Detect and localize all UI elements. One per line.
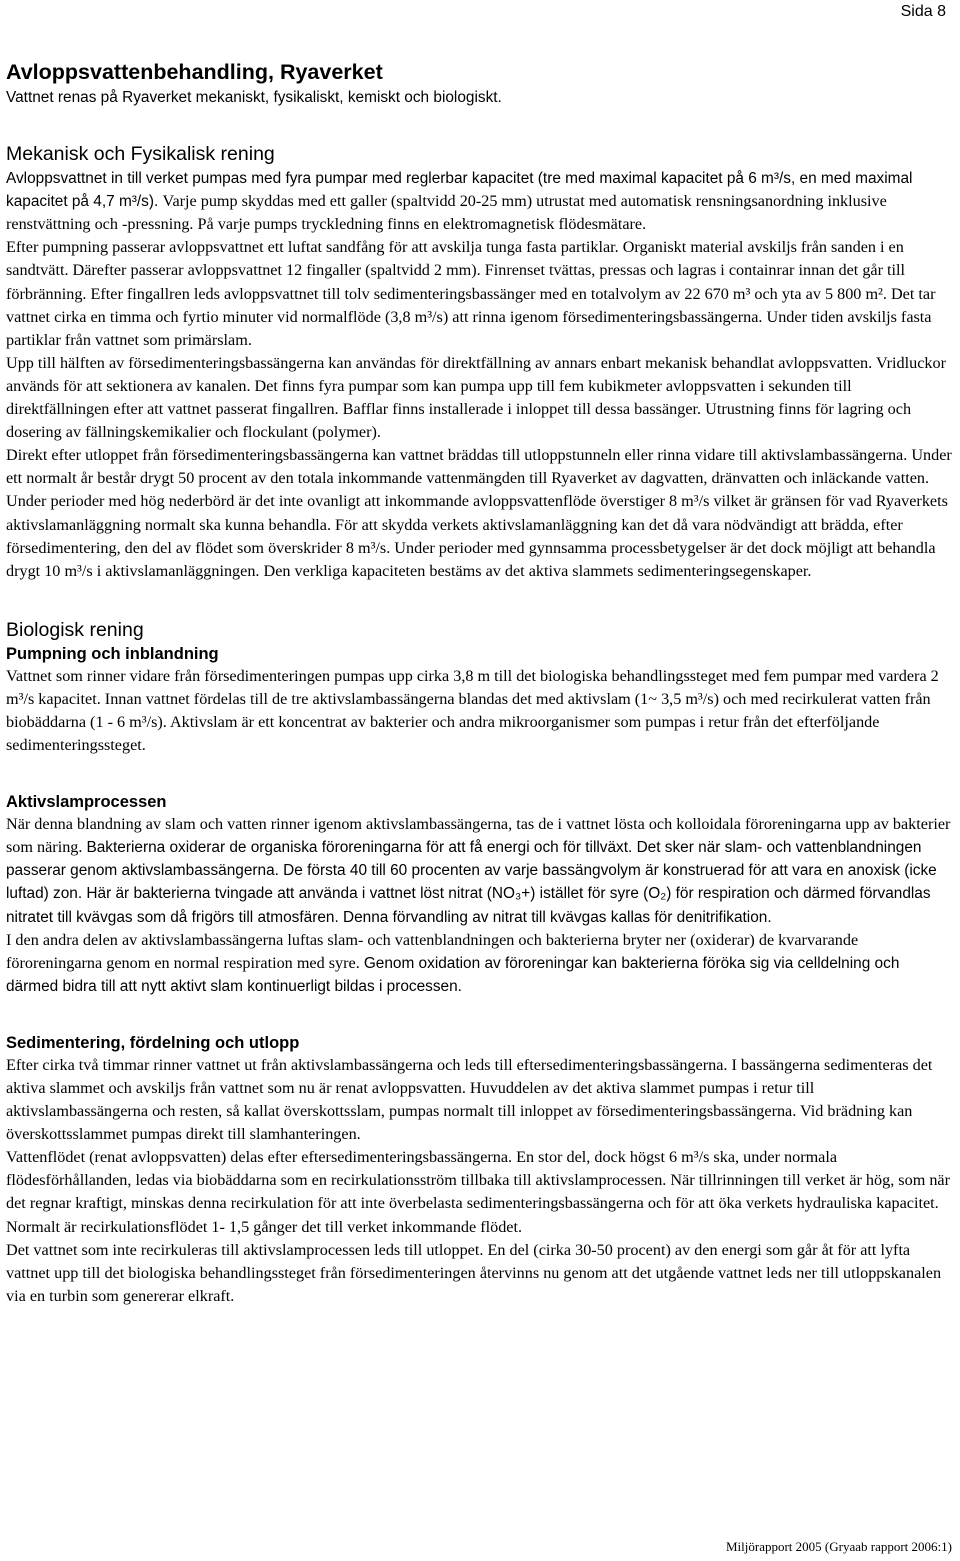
content	[6, 58, 954, 1308]
paragraph	[6, 167, 954, 236]
page-title: Avloppsvattenbehandling, Ryaverket	[6, 60, 383, 84]
section-heading-mekanisk: Mekanisk och Fysikalisk rening	[6, 143, 275, 166]
paragraph: Direkt efter utloppet från försedimenteringsbassängerna kan vattnet bräddas till utloppstunneln eller rinna vidare till aktivslambassängerna. Under ett normalt år består drygt 50 procent av den totala inkommande vattenmängden till Ryaverket av dagvatten, dränvatten och inläckande vatten. Under perioder med hög nederbörd är det inte ovanligt att inkommande avloppsvattenflöde överstiger 8 m³/s vilket är gränsen för vad Ryaverkets aktivslamanläggning normalt ska kunna behandla. För att skydda verkets aktivslamanläggning kan det då vara nödvändigt att brädda, efter försedimentering, den del av flödet som överskrider 8 m³/s. Under perioder med gynnsamma processbetygelser är det dock möjligt att behandla drygt 10 m³/s i aktivslamanläggningen. Den verkliga kapaciteten bestäms av det aktiva slammets sedimenteringsegenskaper.	[6, 446, 952, 580]
subheading-sedimentering: Sedimentering, fördelning och utlopp	[6, 1033, 300, 1052]
paragraph: Efter pumpning passerar avloppsvattnet ett luftat sandfång för att avskilja tunga fasta partiklar. Organiskt material avskiljs från sanden i en sandtvätt. Därefter passerar avloppsvattnet 12 fingaller (spaltvidd 2 mm). Finrenset tvättas, pressas och lagras i containrar innan det går till förbränning. Efter fingallren leds avloppsvattnet till tolv sedimenteringsbassänger med en totalvolym av 22 670 m³ och yta av 5 800 m². Det tar vattnet cirka en timma och fyrtio minuter vid normalflöde (3,8 m³/s) att rinna igenom försedimenteringsbassängerna. Under tiden avskiljs fasta partiklar från vattnet som primärslam.	[6, 238, 936, 349]
paragraph: Upp till hälften av försedimenteringsbassängerna kan användas för direktfällning av annars enbart mekanisk behandlat avloppsvatten. Vridluckor används för att sektionera av kanalen. Det finns fyra pumpar som kan pumpa upp till fem kubikmeter avloppsvatten i sekunden till direktfällningen efter att vattnet passerat fingallren. Bafflar finns installerade i inloppet till dessa bassänger. Utrustning finns för lagring och dosering av fällningskemikalier och flockulant (polymer).	[6, 353, 947, 442]
paragraph: Efter cirka två timmar rinner vattnet ut från aktivslambassängerna och leds till eftersedimenteringsbassängerna. I bassängerna sedimenteras det aktiva slammet och avskiljs från vattnet som nu är renat avloppsvatten. Huvuddelen av det aktiva slammet pumpas i retur till aktivslambassängerna och resten, så kallat överskottsslam, pumpas normalt till inloppet av försedimenteringsbassängerna. Vid brädning kan överskottsslammet pumpas direkt till slamhanteringen.	[6, 1055, 933, 1144]
paragraph-serif: Varje pump skyddas med ett galler (spaltvidd 20-25 mm) utrustat med automatisk rensningsanordning inklusive renstvättning och -pressning. På varje pumps tryckledning finns en elektromagnetisk flödesmätare.	[6, 192, 887, 234]
paragraph-serif: I den andra delen av aktivslambassängerna luftas slam- och vattenblandningen och bakterierna bryter ner (oxiderar) de kvarvarande föroreningarna genom en normal respiration med syre.	[6, 930, 859, 972]
paragraph-sans: Genom oxidation av föroreningar kan bakterierna föröka sig via celldelning och därmed bidra till att nytt aktivt slam kontinuerligt bildas i processen.	[6, 954, 900, 995]
section-heading-biologisk: Biologisk rening	[6, 618, 144, 641]
paragraph: Det vattnet som inte recirkuleras till aktivslamprocessen leds till utloppet. En del (cirka 30-50 procent) av den energi som går åt för att lyfta vattnet upp till det biologiska behandlingssteget från försedimenteringen återvinns nu genom att det utgående vattnet leds ner till utloppskanalen via en turbin som genererar elkraft.	[6, 1240, 942, 1305]
intro-text: Vattnet renas på Ryaverket mekaniskt, fysikaliskt, kemiskt och biologiskt.	[6, 89, 502, 106]
paragraph	[6, 929, 954, 998]
paragraph-sans: Avloppsvattnet in till verket pumpas med fyra pumpar med reglerbar kapacitet (tre med maximal kapacitet på 6 m³/s, en med maximal kapacitet på 4,7 m³/s).	[6, 170, 913, 211]
subheading-pumpning: Pumpning och inblandning	[6, 644, 219, 663]
paragraph-sans: Bakterierna oxiderar de organiska föroreningarna för att få energi och för tillväxt. Det sker när slam- och vattenblandningen passerar genom aktivslambassängerna. De första 40 till 60 procenten av varje bassängvolym är konstruerad för att vara en anoxisk (icke luftad) zon. Här är bakterierna tvingade att använda i vattnet löst nitrat (NO₃+) istället för syre (O₂) för respiration och därmed förvandlas nitratet till kvävgas som då frigörs till atmosfären. Denna förvandling av nitrat till kvävgas kallas för denitrifikation.	[6, 839, 937, 926]
page-number: Sida 8	[900, 3, 946, 20]
footer-text: Miljörapport 2005 (Gryaab rapport 2006:1)	[725, 1539, 952, 1554]
paragraph: Vattnet som rinner vidare från försedimenteringen pumpas upp cirka 3,8 m till det biologiska behandlingssteget med fem pumpar med vardera 2 m³/s kapacitet. Innan vattnet fördelas till de tre aktivslambassängerna blandas det med aktivslam (1~ 3,5 m³/s) och med recirkulerat vatten från biobäddarna (1 - 6 m³/s). Aktivslam är ett koncentrat av bakterier och andra mikroorganismer som pumpas i retur från det efterföljande sedimenteringssteget.	[6, 666, 939, 755]
paragraph-serif: När denna blandning av slam och vatten rinner igenom aktivslambassängerna, tas de i vattnet lösta och kolloidala föroreningarna upp av bakterier som näring.	[6, 815, 951, 857]
paragraph	[6, 813, 954, 928]
subheading-aktivslam: Aktivslamprocessen	[6, 793, 167, 812]
paragraph: Vattenflödet (renat avloppsvatten) delas efter eftersedimenteringsbassängerna. En stor del, dock högst 6 m³/s ska, under normala flödesförhållanden, ledas via biobäddarna som en recirkulationsström tillbaka till aktivslamprocessen. När tillrinningen till verket är hög, som när det regnar kraftigt, minskas denna recirkulation för att inte överbelasta sedimenteringsbassängerna och för att öka verkets hydrauliska kapacitet. Normalt är recirkulationsflödet 1- 1,5 gånger det till verket inkommande flödet.	[6, 1148, 951, 1236]
